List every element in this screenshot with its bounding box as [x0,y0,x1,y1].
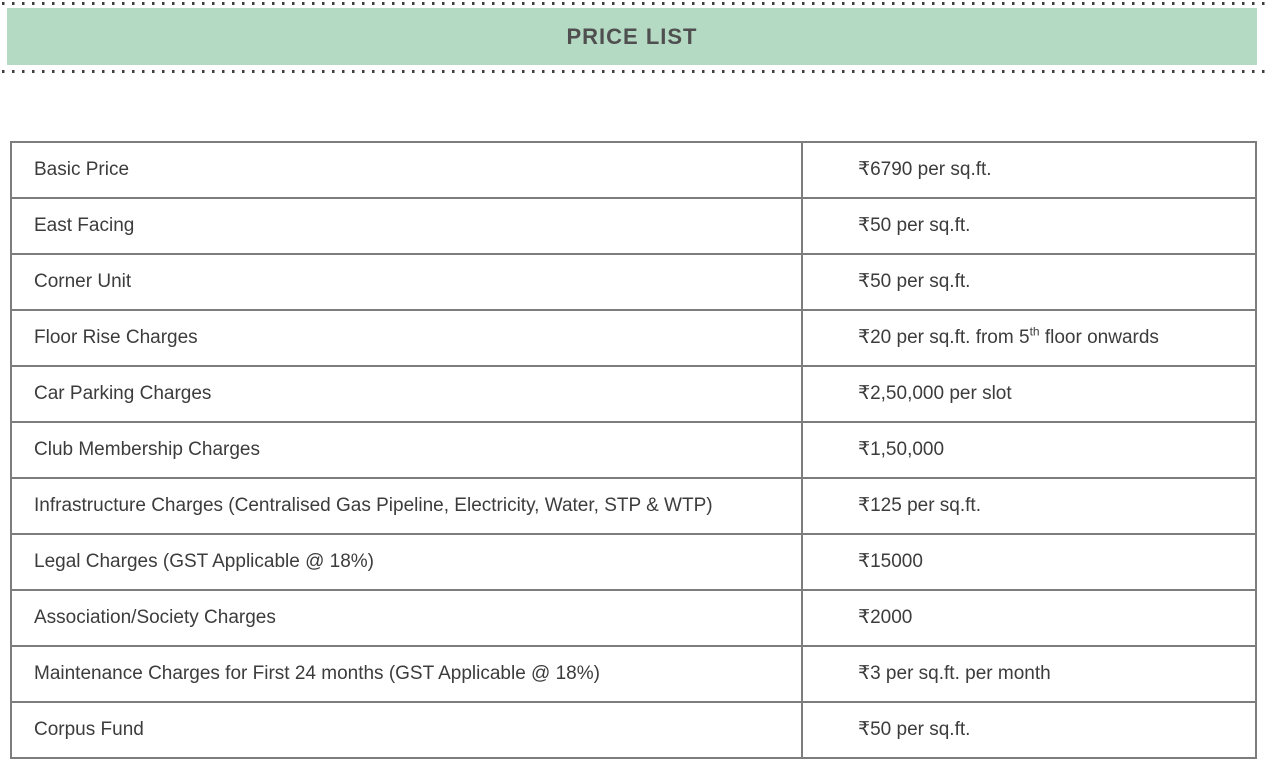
charge-label: Association/Society Charges [11,590,802,646]
charge-label: Corner Unit [11,254,802,310]
charge-value: ₹125 per sq.ft. [802,478,1256,534]
charge-label: Infrastructure Charges (Centralised Gas Pipeline, Electricity, Water, STP & WTP) [11,478,802,534]
price-table-body [11,142,1256,758]
charge-value: ₹50 per sq.ft. [802,702,1256,758]
charge-label: Basic Price [11,142,802,198]
charge-value: ₹15000 [802,534,1256,590]
charge-value: ₹3 per sq.ft. per month [802,646,1256,702]
charge-value: ₹2000 [802,590,1256,646]
charge-value: ₹20 per sq.ft. from 5th floor onwards [802,310,1256,366]
table-row [11,254,1256,310]
title-band [7,8,1257,65]
table-row [11,702,1256,758]
middle-dotted-divider [2,70,1266,73]
top-dotted-divider [2,2,1266,5]
charge-label: Club Membership Charges [11,422,802,478]
table-row [11,310,1256,366]
charge-value: ₹6790 per sq.ft. [802,142,1256,198]
charge-label: Corpus Fund [11,702,802,758]
charge-value: ₹50 per sq.ft. [802,198,1256,254]
table-row [11,646,1256,702]
table-row [11,534,1256,590]
charge-label: Floor Rise Charges [11,310,802,366]
charge-label: Maintenance Charges for First 24 months (GST Applicable @ 18%) [11,646,802,702]
charge-value: ₹50 per sq.ft. [802,254,1256,310]
charge-value: ₹2,50,000 per slot [802,366,1256,422]
table-row [11,422,1256,478]
table-row [11,590,1256,646]
table-row [11,142,1256,198]
charge-value: ₹1,50,000 [802,422,1256,478]
table-row [11,198,1256,254]
charge-label: Legal Charges (GST Applicable @ 18%) [11,534,802,590]
charge-label: Car Parking Charges [11,366,802,422]
price-list-table [10,141,1257,759]
table-row [11,478,1256,534]
page-title: PRICE LIST [566,23,698,49]
table-row [11,366,1256,422]
charge-label: East Facing [11,198,802,254]
